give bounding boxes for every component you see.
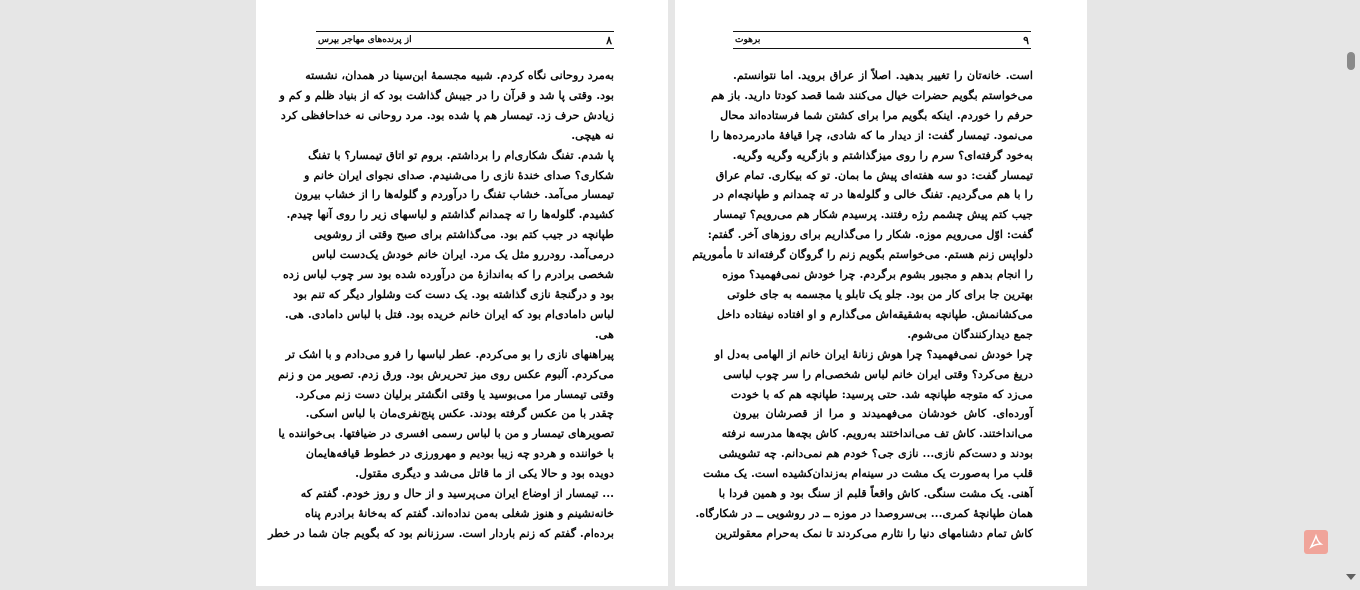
text-line: کشیدم. گلوله‌ها را ته چمدانم گذاشتم و لباسهای زیر را روی آنها چیدم.: [286, 207, 614, 222]
page-9: [675, 0, 1087, 586]
text-line: دریغ می‌کرد؟ وقتی ایران خانم لباس شخصی‌ام را سر چوب لباسی: [723, 366, 1033, 381]
text-line: طپانچه در جیب کتم بود. می‌گذاشتم برای صبح وقتی از روشویی: [314, 227, 614, 242]
document-viewer[interactable]: [3, 0, 1341, 588]
text-line: می‌کشانمش. طپانچه به‌شقیقه‌اش می‌گذارم و او افتاده نیفتاده داخل: [716, 306, 1033, 321]
text-line: حرفم را خوردم. اینکه بگویم مرا برای کشتن شما فرستاده‌اند محال: [720, 107, 1033, 122]
text-line: است. خانه‌تان را تغییر بدهید. اصلاً از عراق بروید. اما نتوانستم.: [733, 68, 1033, 82]
text-line: پیراهنهای نازی را بو می‌کردم. عطر لباسها را فرو می‌دادم و با اشک تر: [285, 346, 614, 361]
text-line: تیمسار گفت: دو سه هفته‌ای پیش ما بمان. تو که بیکاری. تمام عراق: [715, 167, 1033, 182]
text-line: می‌نمود. تیمسار گفت: از دیدار ما که شادی، چرا قیافهٔ مادرمرده‌ها را: [710, 127, 1033, 142]
text-line: شخصی برادرم را که به‌اندازهٔ من درآورده شده بود سر چوب لباس زده: [283, 267, 614, 282]
text-line: نه هیچی.: [571, 127, 614, 142]
text-line: گفت: اوّل می‌رویم موزه. شکار را می‌گذاریم برای روزهای آخر. گفتم:: [707, 227, 1033, 242]
text-line: شکاری؟ صدای خندهٔ نازی را می‌شنیدم. صدای نجوای ایران خانم و: [304, 167, 614, 182]
text-line: پا شدم. تفنگ شکاری‌ام را برداشتم. بروم تو اتاق تیمسار؟ با تفنگ: [308, 147, 614, 162]
text-line: آهنی. یک مشت سنگی. کاش واقعاً قلبم از سنگ بود و همین فردا با: [718, 486, 1033, 501]
text-line: آورده‌ای. کاش خودشان می‌فهمیدند و مرا از قصرشان بیرون: [733, 406, 1033, 421]
text-line: می‌انداختند. کاش تف می‌انداختند به‌رویم. کاش بچه‌ها مدرسه نرفته: [721, 426, 1033, 441]
text-line: می‌زد که متوجه طپانچه شد. حتی پرسید: طپانچه هم که با خودت: [730, 386, 1033, 401]
text-line: خانه‌نشینم و هنوز شغلی به‌من نداده‌اند. گفتم که به‌خانهٔ برادرم پناه: [304, 505, 614, 520]
scrollbar-thumb[interactable]: [1347, 52, 1355, 70]
page-text: [692, 66, 1033, 544]
running-header: [316, 31, 614, 49]
page-text: [268, 66, 614, 544]
text-line: با خواننده و هردو چه زیبا بودیم و مهرورزی در خطوط قیافه‌هایمان: [305, 446, 614, 461]
text-line: بود. وقتی پا شد و قرآن را در جیبش گذاشت بود که از بنیاد ظلم و کم و: [279, 87, 614, 102]
text-line: جمع دیدارکنندگان می‌شوم.: [907, 326, 1033, 341]
text-line: لباس دامادی‌ام بود که ایران خانم خریده بود. فتل با لباس دامادی. هی.: [284, 306, 614, 321]
text-line: وقتی تیمسار مرا می‌بوسید یا وقتی انگشتر برلیان دست زنم می‌کرد.: [295, 386, 614, 401]
text-line: تصویرهای تیمسار و من با لباس رسمی افسری در ضیافتها. بی‌خواننده یا: [278, 426, 614, 441]
acrobat-icon[interactable]: [1304, 530, 1328, 554]
text-line: می‌کردم. آلبوم عکس روی میز تحریرش بود. ورق زدم. تصویر من و زنم: [278, 366, 614, 381]
page-8: [256, 0, 668, 586]
text-line: دویده بود و حالا یکی از ما قاتل می‌شد و دیگری مقتول.: [355, 466, 614, 481]
running-header: [733, 31, 1031, 49]
header-title: برهوت: [735, 35, 761, 45]
header-title: از پرنده‌های مهاجر بپرس: [318, 35, 412, 45]
text-line: تیمسار می‌آمد. خشاب تفنگ را درآوردم و گلوله‌ها را از خشاب بیرون: [294, 187, 614, 202]
text-line: قلب مرا به‌صورت یک مشت در سینه‌ام به‌زندان‌کشیده است. یک مشت: [703, 466, 1033, 481]
text-line: کاش تمام دشنامهای دنیا را نثارم می‌کردند تا نمک به‌حرام معقولترین: [715, 525, 1033, 540]
text-line: درمی‌آمد. رودررو مثل یک مرد. ایران خانم خودش یک‌دست لباس: [312, 247, 614, 262]
text-line: چقدر با من عکس گرفته بودند. عکس پنج‌نفری‌مان با لباس اسکی.: [305, 406, 614, 421]
text-line: بود و درگنجهٔ نازی گذاشته بود. یک دست کت وشلوار دیگر که تنم بود: [293, 286, 614, 301]
text-line: زیادش حرف زد. تیمسار هم پا شده بود. مرد روحانی نه خداحافظی کرد: [280, 107, 614, 122]
text-line: بودند و دست‌کم نازی... نازی جی؟ خودم هم نمی‌دانم. چه تشویشی: [718, 446, 1033, 461]
page-number: ۸: [606, 33, 612, 47]
text-line: به‌مرد روحانی نگاه کردم. شبیه مجسمهٔ ابن‌سینا در همدان، نشسته: [305, 68, 614, 82]
text-line: هی.: [594, 326, 614, 341]
scroll-down-icon[interactable]: [1346, 574, 1356, 580]
text-line: را با هم می‌گردیم. تفنگ خالی و گلوله‌ها در ته چمدانم و طپانچه‌ام در: [713, 187, 1033, 202]
text-line: ... تیمسار از اوضاع ایران می‌پرسید و از حال و روز خودم. گفتم که: [300, 486, 614, 501]
text-line: دلواپس زنم هستم. می‌خواستم بگویم زنم را گروگان گرفته‌اند تا مأموریتم: [692, 247, 1033, 262]
text-line: می‌خواستم بگویم حضرات خیال می‌کنند شما قصد کودتا دارید. باز هم: [711, 87, 1033, 102]
text-line: همان طپانچهٔ کمری... بی‌سروصدا در موزه ــ در روشویی ــ در شکارگاه.: [695, 505, 1033, 520]
page-number: ۹: [1023, 33, 1029, 47]
text-line: را انجام بدهم و مجبور بشوم برگردم. چرا خودش نمی‌فهمید؟ موزه: [722, 267, 1033, 282]
vertical-scrollbar[interactable]: [1342, 0, 1358, 590]
text-line: بهترین جا برای کار من بود. جلو یک تابلو یا مجسمه به جای خلوتی: [727, 286, 1033, 301]
text-line: به‌خود گرفته‌ای؟ سرم را روی میزگذاشتم و بازگریه وگریه وگریه.: [732, 147, 1033, 162]
text-line: برده‌ام. گفتم که زنم باردار است. سرزنانم بود که بگویم جان شما در خطر: [268, 525, 614, 540]
text-line: جیب کتم پیش چشمم رژه رفتند. پرسیدم شکار هم می‌رویم؟ تیمسار: [714, 207, 1033, 222]
text-line: چرا خودش نمی‌فهمید؟ چرا هوش زنانهٔ ایران خانم از الهامی به‌دل او: [714, 346, 1033, 361]
